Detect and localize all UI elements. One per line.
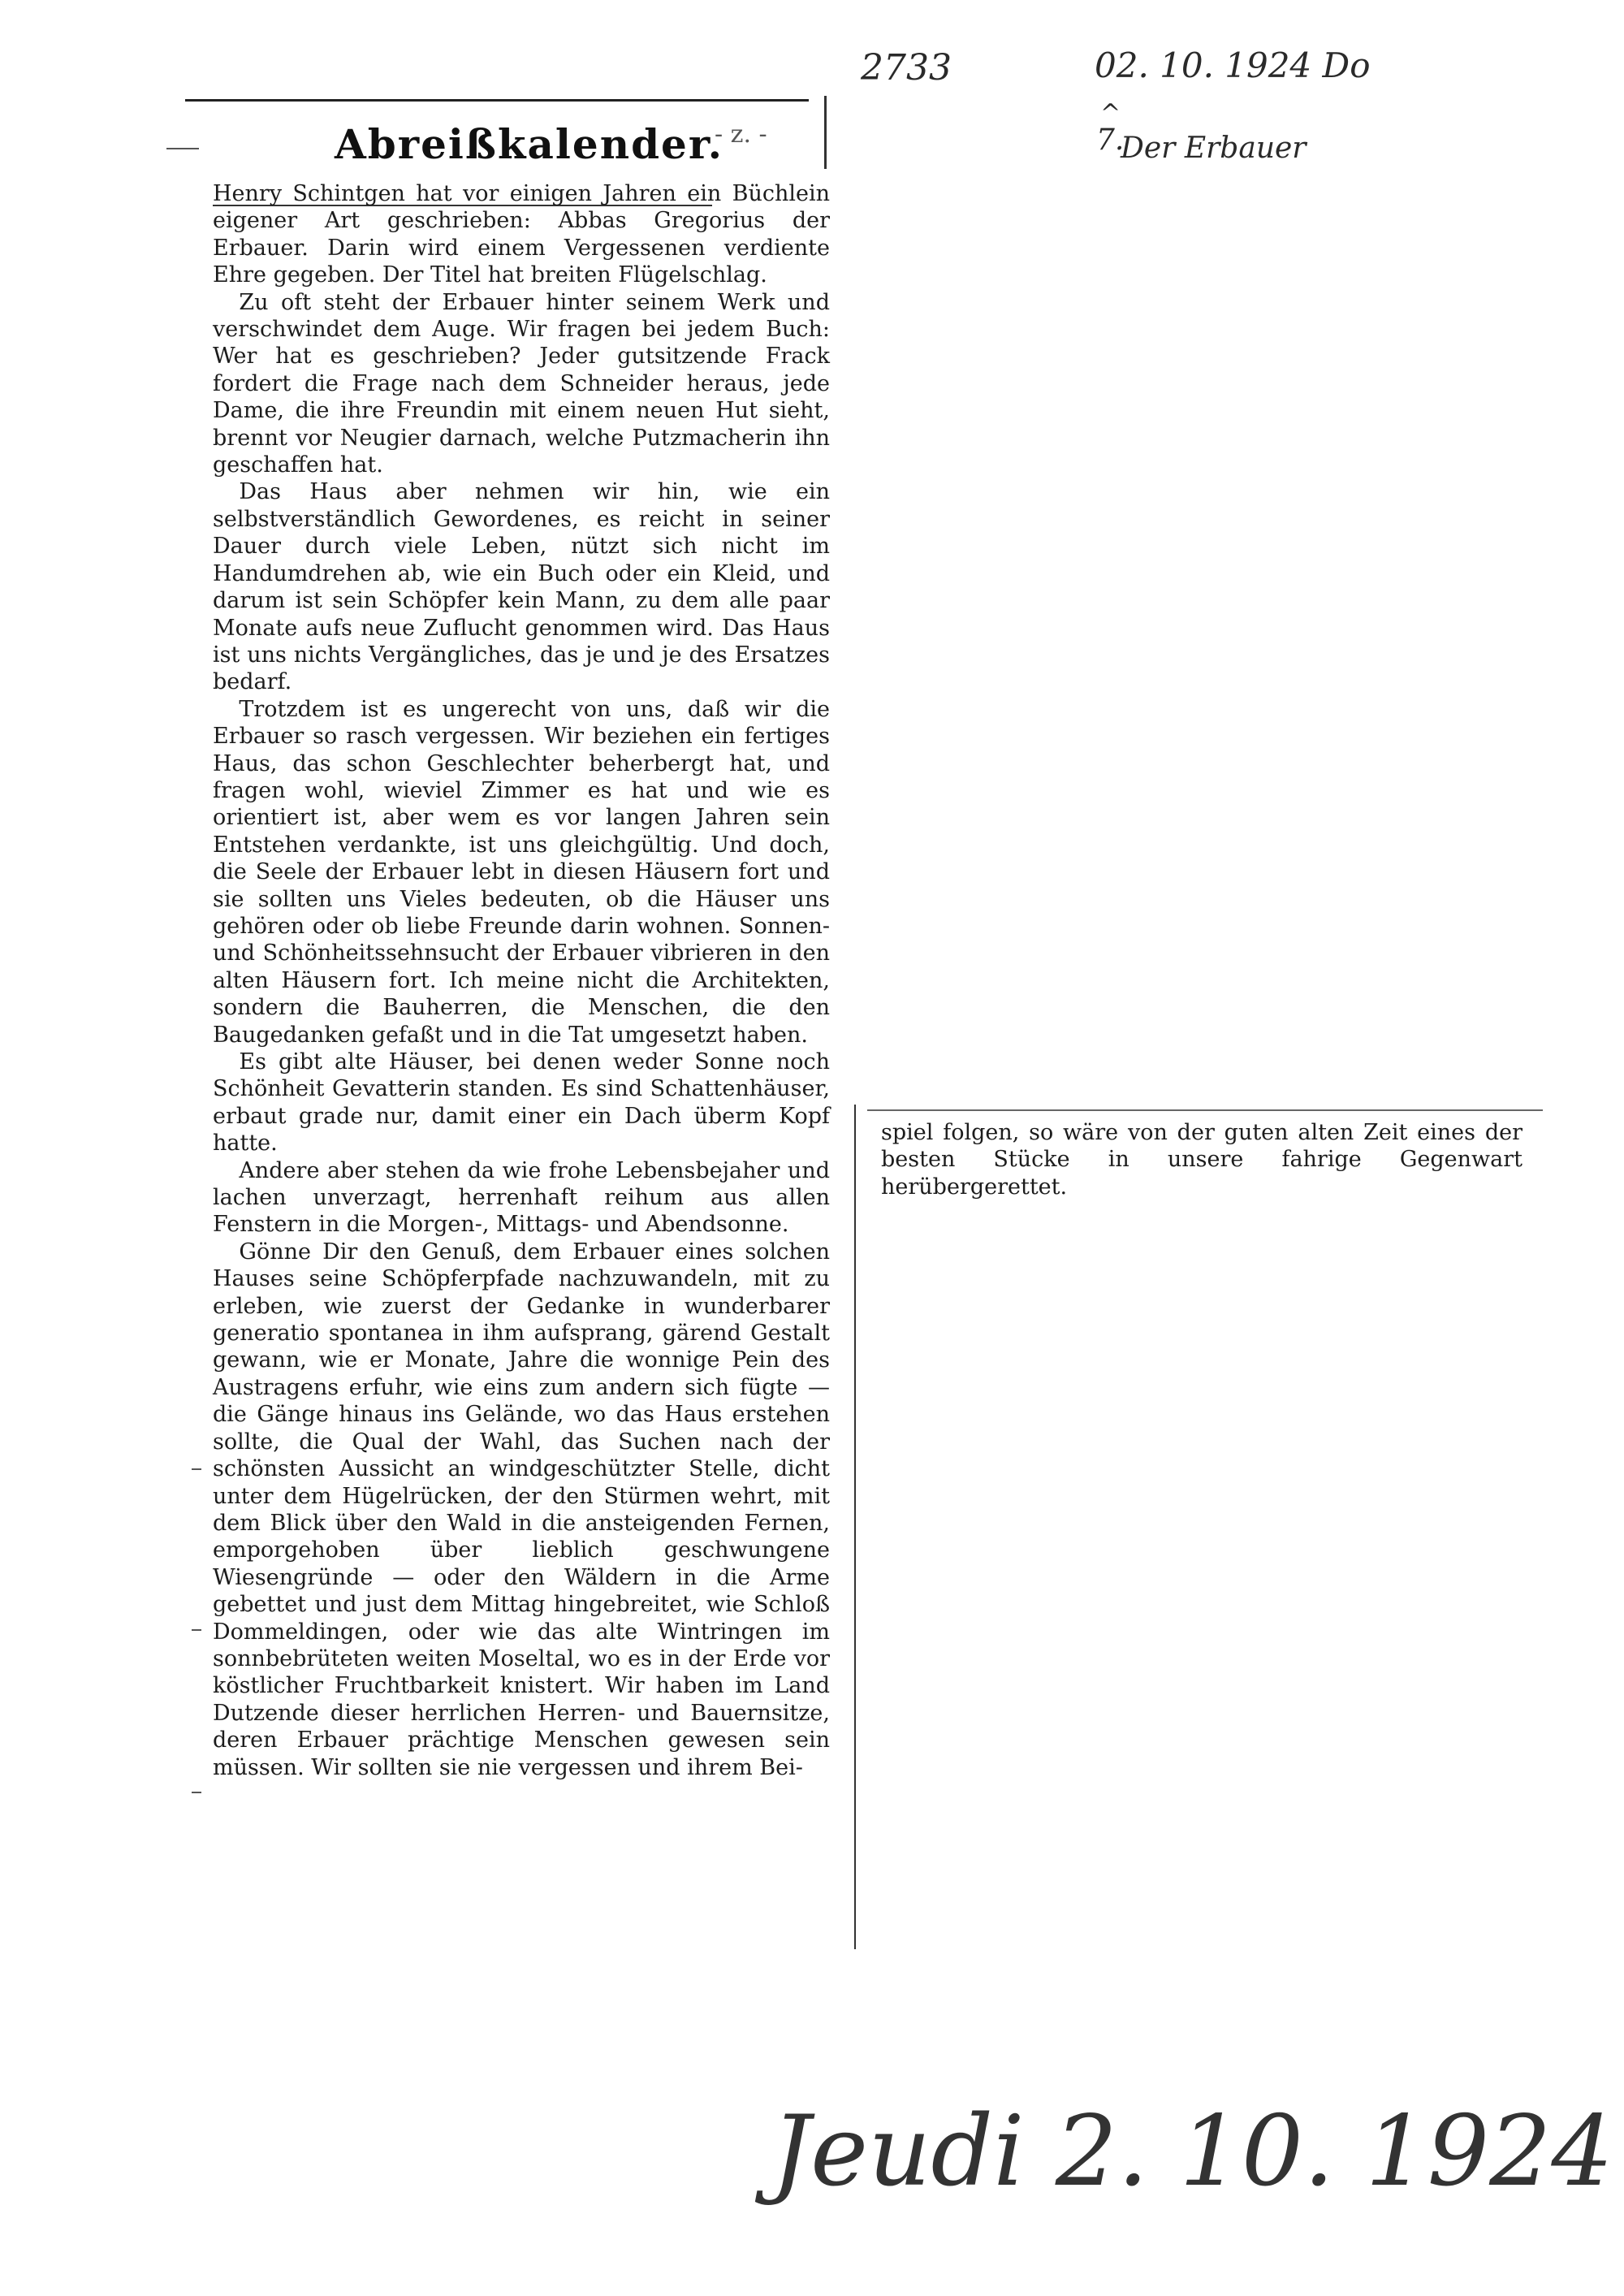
topic-note: Der Erbauer	[1121, 132, 1307, 165]
caret-mark: ^	[1100, 99, 1121, 128]
clipping-top-rule	[185, 99, 809, 102]
handwritten-date: Jeudi 2. 10. 1924	[771, 2095, 1613, 2208]
column-right-edge	[854, 1105, 856, 1949]
paragraph-6: Andere aber stehen da wie frohe Lebensbejaher und lachen unverzagt, herrenhaft reihum aus allen Fenstern in die Morgen-, Mittags- und Abendsonne.	[213, 1157, 830, 1238]
article-body	[213, 180, 830, 1781]
topic-marker: 7.	[1096, 123, 1125, 157]
date-note: 02. 10. 1924 Do	[1095, 45, 1371, 85]
clipping-left-mark	[166, 148, 199, 149]
archive-number: 2733	[861, 47, 952, 89]
continuation-text: spiel folgen, so wäre von der guten alten Zeit eines der besten Stücke in unsere fahrige Gegenwart herübergerettet.	[881, 1120, 1522, 1200]
margin-tick	[192, 1792, 201, 1793]
paragraph-1: Henry Schintgen hat vor einigen Jahren ein Büchlein eigener Art geschrieben: Abbas Gregorius der Erbauer. Darin wird einem Vergessenen verdiente Ehre gegeben. Der Titel hat breiten Flügelschlag.	[213, 181, 830, 288]
continuation-column	[881, 1119, 1522, 1200]
author-mark: - z. -	[715, 120, 767, 149]
article-title: Abreißkalender.	[335, 120, 724, 168]
clipping-right-edge	[824, 96, 827, 169]
paragraph-5: Es gibt alte Häuser, bei denen weder Sonne noch Schönheit Gevatterin standen. Es sind Schattenhäuser, erbaut grade nur, damit einer ein Dach überm Kopf hatte.	[213, 1049, 830, 1157]
margin-tick	[192, 1468, 201, 1470]
paragraph-2: Zu oft steht der Erbauer hinter seinem Werk und verschwindet dem Auge. Wir fragen bei jedem Buch: Wer hat es geschrieben? Jeder gutsitzende Frack fordert die Frage nach dem Schneider heraus, jede Dame, die ihre Freundin mit einem neuen Hut sieht, brennt vor Neugier darnach, welche Putzmacherin ihn geschaffen hat.	[213, 289, 830, 478]
margin-tick	[192, 1629, 201, 1631]
paragraph-4: Trotzdem ist es ungerecht von uns, daß wir die Erbauer so rasch vergessen. Wir beziehen ein fertiges Haus, das schon Geschlechter beherbergt hat, und fragen wohl, wieviel Zimmer es hat und wie es orientiert ist, aber wem es vor langen Jahren sein Entstehen verdankte, ist uns gleichgültig. Und doch, die Seele der Erbauer lebt in diesen Häusern fort und sie sollten uns Vieles bedeuten, ob die Häuser uns gehören oder ob liebe Freunde darin wohnen. Sonnen- und Schönheitssehnsucht der Erbauer vibrieren in den alten Häusern fort. Ich meine nicht die Architekten, sondern die Bauherren, die Menschen, die den Baugedanken gefaßt und in die Tat umgesetzt haben.	[213, 696, 830, 1048]
paragraph-3: Das Haus aber nehmen wir hin, wie ein selbstverständlich Gewordenes, es reicht in seiner Dauer durch viele Leben, nützt sich nicht im Handumdrehen ab, wie ein Buch oder ein Kleid, und darum ist sein Schöpfer kein Mann, zu dem alle paar Monate aufs neue Zuflucht genommen wird. Das Haus ist uns nichts Vergängliches, das je und je des Ersatzes bedarf.	[213, 479, 830, 695]
continuation-divider	[867, 1109, 1543, 1111]
paragraph-7: Gönne Dir den Genuß, dem Erbauer eines solchen Hauses seine Schöpferpfade nachzuwandeln, mit zu erleben, wie zuerst der Gedanke in wunderbarer generatio spontanea in ihm aufsprang, gärend Gestalt gewann, wie er Monate, Jahre die wonnige Pein des Austragens erfuhr, wie eins zum andern sich fügte — die Gänge hinaus ins Gelände, wo das Haus erstehen sollte, die Qual der Wahl, das Suchen nach der schönsten Aussicht an windgeschützter Stelle, dicht unter dem Hügelrücken, der den Stürmen wehrt, mit dem Blick über den Wald in die ansteigenden Fernen, emporgehoben über lieblich geschwungene Wiesengründe — oder den Wäldern in die Arme gebettet und just dem Mittag hingebreitet, wie Schloß Dommeldingen, oder wie das alte Wintringen im sonnbebrüteten weiten Moseltal, wo es in der Erde vor köstlicher Fruchtbarkeit knistert. Wir haben im Land Dutzende dieser herrlichen Herren- und Bauernsitze, deren Erbauer prächtige Menschen gewesen sein müssen. Wir sollten sie nie vergessen und ihrem Bei-	[213, 1239, 830, 1780]
